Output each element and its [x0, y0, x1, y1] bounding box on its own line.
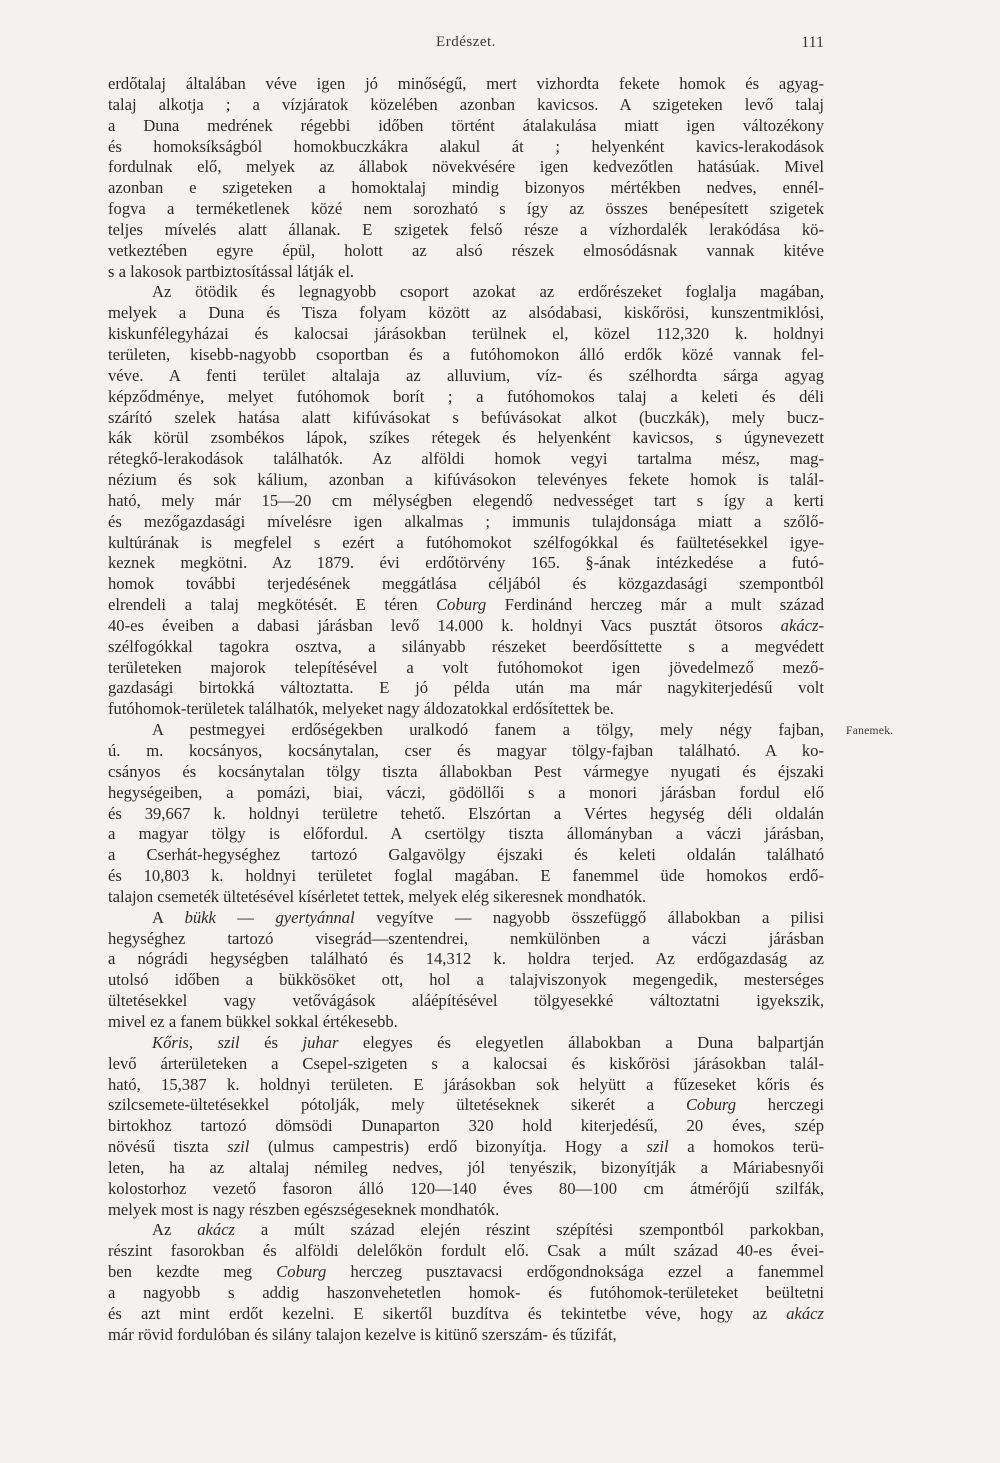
text-line: hegységeiben, a pomázi, biai, váczi, gödöllői s a monori járásban fordul elő: [108, 782, 824, 802]
running-head: [108, 34, 824, 58]
text-line: talajon csemeték ültetésével kísérletet tettek, melyek elég sikeresnek mondhatók.: [108, 886, 647, 906]
text-line: A pestmegyei erdőségekben uralkodó fanem a tölgy, mely négy fajban,: [152, 720, 824, 740]
text-line: és 10,803 k. holdnyi területet foglal magában. E fanemmel üde homokos erdő-: [108, 866, 824, 886]
text-line: már rövid fordulóban és silány talajon kezelve is kitünő szerszám- és tűzifát,: [108, 1324, 617, 1344]
text-line: teljes mívelés alatt állanak. E szigetek felső része a vízhordalék lerakódása kö-: [108, 219, 824, 239]
text-line: csányos és kocsánytalan tölgy tiszta állabokban Pest vármegye nyugati és éjszaki: [108, 761, 824, 781]
text-line: melyek a Duna és Tisza folyam között az alsódabasi, kiskőrösi, kunszentmiklósi,: [108, 303, 824, 323]
text-line: és azt mint erdőt kezelni. E sikertől buzdítva és tekintetbe véve, hogy az akácz: [108, 1303, 824, 1323]
text-line: a nógrádi hegységben található és 14,312 k. holdra terjed. Az erdőgazdaság az: [108, 949, 824, 969]
text-line: azonban e szigeteken a homoktalaj mindig bizonyos mértékben nedves, ennél-: [108, 178, 824, 198]
text-line: kák körül zsombékos lápok, szíkes rétegek és helyenként kavicsos, s úgynevezett: [108, 428, 824, 448]
text-line: leten, ha az altalaj némileg nedves, jól tenyészik, bizonyítják a Máriabesnyői: [108, 1157, 824, 1177]
text-line: hegységhez tartozó visegrád—szentendrei, nemkülönben a váczi járásban: [108, 928, 824, 948]
text-line: rétegkő-lerakodások találhatók. Az alföldi homok vegyi tartalma mész, mag-: [108, 449, 824, 469]
running-title: Erdészet.: [436, 34, 496, 50]
text-line: keznek megkötni. Az 1879. évi erdőtörvény 165. §-ának intézkedése a futó-: [108, 553, 824, 573]
text-line: Az akácz a múlt század elején részint szépítési szempontból parkokban,: [152, 1220, 824, 1240]
text-line: területen, kisebb-nagyobb csoportban és a futóhomokon álló erdők közé vannak fel-: [108, 344, 824, 364]
text-line: nézium és sok kálium, azonban a kifúvásokon televényes fekete homok is talál-: [108, 470, 824, 490]
text-line: ben kezdte meg Coburg herczeg pusztavacsi erdőgondnoksága ezzel a fanemmel: [108, 1262, 824, 1282]
text-line: birtokhoz tartozó dömsödi Dunaparton 320 hold kiterjedésű, 20 éves, szép: [108, 1116, 824, 1136]
text-line: véve. A fenti terület altalaja az alluvium, víz- és szélhordta sárga agyag: [108, 365, 824, 385]
text-line: képződménye, melyet futóhomok borít ; a futóhomokos talaj a keleti és déli: [108, 386, 824, 406]
text-line: gazdasági birtokká változtatta. E jó példa után ma már nagykiterjedésű volt: [108, 678, 824, 698]
text-line: ú. m. kocsányos, kocsánytalan, cser és magyar tölgy-fajban található. A ko-: [108, 741, 824, 760]
text-line: 40-es éveiben a dabasi járásban levő 14.000 k. holdnyi Vacs pusztát ötsoros akácz-: [108, 615, 824, 635]
text-line: A bükk — gyertyánnal vegyítve — nagyobb összefüggő állabokban a pilisi: [152, 907, 824, 927]
text-line: fordulnak elő, melyek az állabok növekvésére igen kedvezőtlen hatásúak. Mivel: [108, 157, 824, 177]
text-line: területeken majorok telepítésével a volt futóhomokot igen jövedelmező mező-: [108, 657, 824, 677]
text-line: ható, mely már 15—20 cm mélységben elegendő nedvességet tart s így a kerti: [108, 490, 824, 510]
text-line: mivel ez a fanem bükkel sokkal értékesebb.: [108, 1011, 398, 1031]
text-line: fogva a terméketlenek közé nem sorozható s így az összes benépesített szigetek: [108, 199, 824, 219]
body-text: [108, 74, 824, 1345]
text-line: s a lakosok partbiztosítással látják el.: [108, 261, 355, 281]
page-number: 111: [801, 34, 824, 51]
text-line: erdőtalaj általában véve igen jó minőségű, mert vizhordta fekete homok és agyag-: [108, 74, 824, 93]
text-line: ható, 15,387 k. holdnyi területen. E járásokban sok helyütt a fűzeseket kőris és: [108, 1074, 824, 1094]
text-line: kultúrának is megfelel s ezért a futóhomokot szélfogókkal és faültetésekkel igye-: [108, 532, 824, 552]
text-line: szárító szelek hatása alatt kifúvásokat s befúvásokat alkot (buczkák), mely bucz-: [108, 407, 824, 427]
text-line: a Cserhát-hegységhez tartozó Galgavölgy éjszaki és keleti oldalán található: [108, 845, 824, 865]
text-line: a nagyobb s addig haszonvehetetlen homok- és futóhomok-területeket beültetni: [108, 1282, 824, 1302]
text-line: elrendeli a talaj megkötését. E téren Coburg Ferdinánd herczeg már a mult század: [108, 595, 824, 615]
text-line: részint fasorokban és alföldi delelőkön fordult elő. Csak a múlt század 40-es évei-: [108, 1241, 824, 1261]
text-line: és homoksíkságból homokbuczkákra alakul át ; helyenként kavics-lerakodások: [108, 136, 824, 156]
text-line: és 39,667 k. holdnyi területre tehető. Elszórtan a Vértes hegység déli oldalán: [108, 803, 824, 823]
margin-note: Fanemek.: [846, 725, 894, 737]
text-line: Az ötödik és legnagyobb csoport azokat az erdőrészeket foglalja magában,: [152, 282, 824, 302]
text-line: növésű tiszta szil (ulmus campestris) erdő bizonyítja. Hogy a szil a homokos terü-: [108, 1137, 824, 1157]
text-line: kiskunfélegyházai és kalocsai járásokban terülnek el, közel 112,320 k. holdnyi: [108, 324, 824, 344]
text-line: homok további terjedésének meggátlása céljából és közgazdasági szempontból: [108, 574, 824, 594]
text-line: a magyar tölgy is előfordul. A csertölgy tiszta állományban a váczi járásban,: [108, 824, 824, 844]
text-line: melyek most is nagy részben egészségeseknek mondhatók.: [108, 1199, 500, 1219]
text-line: vetkeztében egyre épül, holott az alsó részek elmosódásnak vannak kitéve: [108, 240, 824, 260]
text-line: utolsó időben a bükkösöket ott, hol a talajviszonyok megengedik, mesterséges: [108, 970, 824, 990]
text-line: a Duna medrének régebbi időben történt átalakulása miatt igen változékony: [108, 115, 824, 135]
text-line: talaj alkotja ; a vízjáratok közelében azonban kavicsos. A szigeteken levő talaj: [108, 94, 824, 114]
text-line: futóhomok-területek találhatók, melyeket nagy áldozatokkal erdősítettek be.: [108, 699, 614, 719]
text-line: levő árterületeken a Csepel-szigeten s a kalocsai és kiskőrösi járásokban talál-: [108, 1053, 824, 1073]
text-line: kolostorhoz vezető fasoron álló 120—140 éves 80—100 cm átmérőjű szilfák,: [108, 1178, 824, 1198]
text-line: szélfogókkal tagokra osztva, a silányabb részeket beerdősíttette s a megvédett: [108, 636, 824, 656]
text-line: szilcsemete-ültetésekkel pótolják, mely ültetéseknek sikerét a Coburg herczegi: [108, 1095, 824, 1115]
text-line: Kőris, szil és juhar elegyes és elegyetlen állabokban a Duna balpartján: [152, 1032, 824, 1052]
text-line: és mezőgazdasági mívelésre igen alkalmas ; immunis tulajdonsága miatt a szőlő-: [108, 511, 824, 531]
text-line: ültetésekkel vagy vetővágások aláépítésével tölgyesekké változtatni igyekszik,: [108, 991, 824, 1011]
